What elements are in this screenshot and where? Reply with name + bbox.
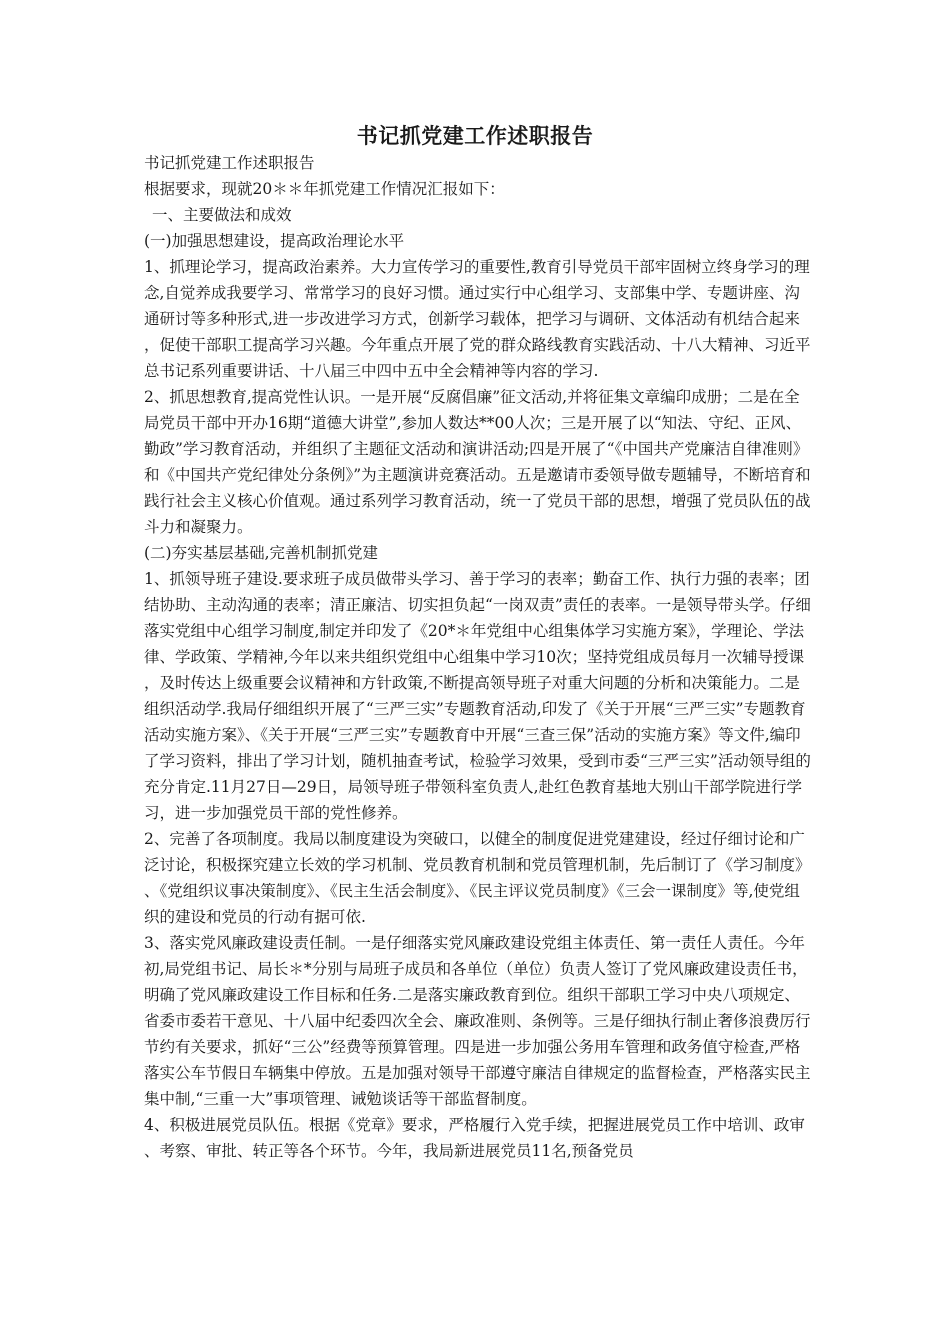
paragraph-2-4: 4、积极进展党员队伍。根据《党章》要求，严格履行入党手续，把握进展党员工作中培训、政审、考察、审批、转正等各个环节。今年，我局新进展党员11名,预备党员: [144, 1116, 805, 1160]
paragraph-2-1: 1、抓领导班子建设.要求班子成员做带头学习、善于学习的表率；勤奋工作、执行力强的表率；团结协助、主动沟通的表率；清正廉洁、切实担负起“一岗双责”责任的表率。一是领导带头学。仔细落实党组中心组学习制度,制定并印发了《20*＊年党组中心组集体学习实施方案》，学理论、学法律、学政策、学精神,今年以来共组织党组中心组集中学习10次；坚持党组成员每月一次辅导授课，及时传达上级重要会议精神和方针政策,不断提高领导班子对重大问题的分析和决策能力。二是组织活动学.我局仔细组织开展了“三严三实”专题教育活动,印发了《关于开展“三严三实”专题教育活动实施方案》、《关于开展“三严三实”专题教育中开展“三查三保”活动的实施方案》等文件,编印了学习资料，排出了学习计划，随机抽查考试，检验学习效果，受到市委“三严三实”活动领导组的充分肯定.11月27日—29日，局领导班子带领科室负责人,赴红色教育基地大别山干部学院进行学习，进一步加强党员干部的党性修养。: [144, 570, 811, 822]
document-title: 书记抓党建工作述职报告: [356, 123, 594, 148]
document-body: [144, 150, 812, 1164]
paragraph-2-3: 3、落实党风廉政建设责任制。一是仔细落实党风廉政建设党组主体责任、第一责任人责任。今年初,局党组书记、局长＊*分别与局班子成员和各单位（单位）负责人签订了党风廉政建设责任书，明确了党风廉政建设工作目标和任务.二是落实廉政教育到位。组织干部职工学习中央八项规定、省委市委若干意见、十八届中纪委四次全会、廉政准则、条例等。三是仔细执行制止奢侈浪费厉行节约有关要求，抓好“三公”经费等预算管理。四是进一步加强公务用车管理和政务值守检查,严格落实公车节假日车辆集中停放。五是加强对领导干部遵守廉洁自律规定的监督检查，严格落实民主集中制,“三重一大”事项管理、诫勉谈话等干部监督制度。: [144, 934, 811, 1108]
subtitle-line: 书记抓党建工作述职报告: [144, 154, 315, 172]
paragraph-1-1: 1、抓理论学习，提高政治素养。大力宣传学习的重要性,教育引导党员干部牢固树立终身学习的理念,自觉养成我要学习、常常学习的良好习惯。通过实行中心组学习、支部集中学、专题讲座、沟通研讨等多种形式,进一步改进学习方式，创新学习载体，把学习与调研、文体活动有机结合起来，促使干部职工提高学习兴趣。今年重点开展了党的群众路线教育实践活动、十八大精神、习近平总书记系列重要讲话、十八届三中四中五中全会精神等内容的学习.: [144, 258, 811, 380]
subsection-heading-1: (一)加强思想建设，提高政治理论水平: [144, 232, 405, 250]
section-heading-1: 一、主要做法和成效: [152, 206, 292, 224]
intro-paragraph: 根据要求，现就20＊＊年抓党建工作情况汇报如下：: [144, 180, 505, 198]
subsection-heading-2: (二)夯实基层基础,完善机制抓党建: [144, 544, 379, 562]
paragraph-1-2: 2、抓思想教育,提高党性认识。一是开展“反腐倡廉”征文活动,并将征集文章编印成册；二是在全局党员干部中开办16期“道德大讲堂”,参加人数达**00人次；三是开展了以“知法、守纪、正风、勤政”学习教育活动，并组织了主题征文活动和演讲活动;四是开展了“《中国共产党廉洁自律准则》和《中国共产党纪律处分条例》”为主题演讲竞赛活动。五是邀请市委领导做专题辅导，不断培育和践行社会主义核心价值观。通过系列学习教育活动，统一了党员干部的思想，增强了党员队伍的战斗力和凝聚力。: [144, 388, 811, 536]
paragraph-2-2: 2、完善了各项制度。我局以制度建设为突破口，以健全的制度促进党建建设，经过仔细讨论和广泛讨论，积极探究建立长效的学习机制、党员教育机制和党员管理机制，先后制订了《学习制度》、《党组织议事决策制度》、《民主生活会制度》、《民主评议党员制度》《三会一课制度》等,使党组织的建设和党员的行动有据可依.: [144, 830, 805, 926]
